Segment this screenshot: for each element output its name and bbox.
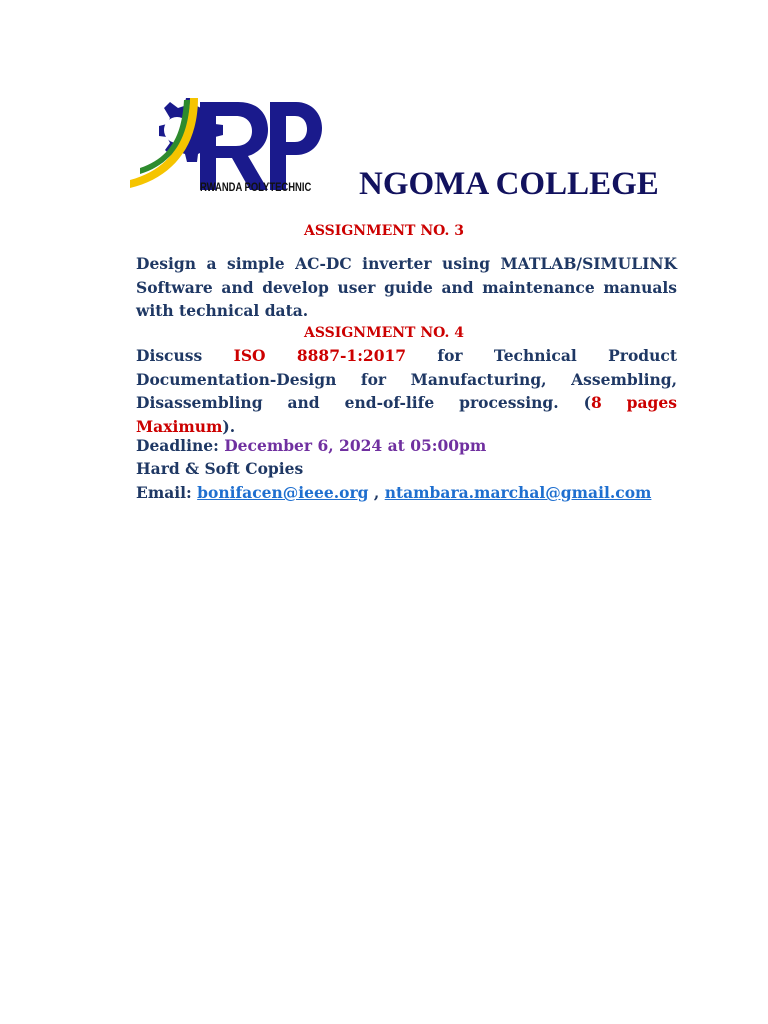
rp-logo-graphic [128, 92, 324, 196]
deadline-value: December 6, 2024 at 05:00pm [224, 436, 487, 455]
page-limit: 8 pages Maximum [136, 393, 677, 436]
assignment-3-text: Design a simple AC-DC inverter using MATLAB/SIMULINK Software and develop user guide and maintenance manuals with technical data. [136, 254, 677, 320]
copies-line: Hard & Soft Copies [136, 459, 304, 478]
email-line [136, 481, 651, 504]
college-name: NGOMA COLLEGE [359, 166, 659, 202]
iso-standard: ISO 8887-1:2017 [233, 346, 407, 365]
assignment-4-text-before: Discuss [136, 346, 234, 365]
assignment-3-heading: ASSIGNMENT NO. 3 [304, 223, 464, 239]
assignment-4-text-after: ). [222, 416, 236, 436]
assignment-4-text [136, 344, 677, 438]
email-link-1[interactable]: bonifacen@ieee.org [197, 483, 369, 502]
rwanda-polytechnic-logo [128, 92, 324, 196]
deadline-line [136, 434, 486, 457]
assignment-4-heading: ASSIGNMENT NO. 4 [304, 325, 464, 341]
email-label: Email: [136, 483, 198, 502]
email-separator: , [368, 483, 385, 502]
deadline-label: Deadline: [136, 436, 225, 455]
email-link-2[interactable]: ntambara.marchal@gmail.com [384, 483, 652, 502]
assignment-4-text-middle: for Technical Product Documentation-Design for Manufacturing, Assembling, Disassembling and end-of-life processing. ( [136, 346, 677, 412]
logo-text: RWANDA POLYTECHNIC [200, 182, 312, 194]
